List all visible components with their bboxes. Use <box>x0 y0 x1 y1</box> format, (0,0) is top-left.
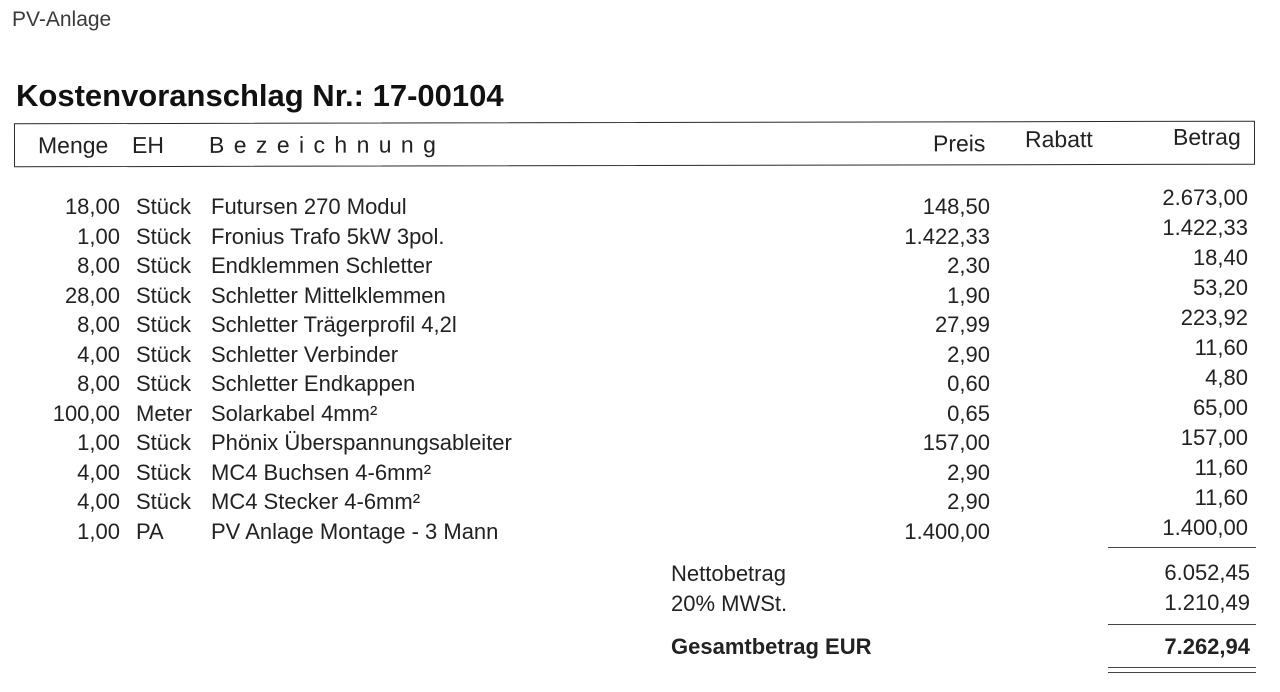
header-discount: Rabatt <box>1024 126 1093 153</box>
item-amount: 53,20 <box>1192 274 1248 300</box>
item-description: Fronius Trafo 5kW 3pol. <box>211 223 445 249</box>
item-price: 2,30 <box>947 253 990 278</box>
header-unit: EH <box>131 131 164 159</box>
line-items <box>0 185 1280 545</box>
header-quantity: Menge <box>37 132 109 159</box>
table-row <box>0 454 1280 487</box>
item-description: Schletter Endkappen <box>211 371 416 396</box>
item-unit: Stück <box>136 371 192 396</box>
item-quantity: 1,00 <box>77 223 120 249</box>
item-price: 2,90 <box>947 341 990 367</box>
item-unit: Stück <box>136 459 192 485</box>
item-unit: Stück <box>136 312 192 337</box>
item-unit: Stück <box>136 489 192 514</box>
item-description: Schletter Verbinder <box>211 341 399 367</box>
table-row <box>0 427 1280 457</box>
item-quantity: 1,00 <box>77 518 120 544</box>
subtotal-divider <box>1108 547 1256 548</box>
item-unit: Stück <box>136 282 192 308</box>
header-description: B e z e i c h n u n g <box>208 131 438 158</box>
net-value: 6.052,45 <box>1164 560 1250 585</box>
total-divider <box>1108 624 1256 625</box>
total-double-rule-bottom <box>1108 672 1256 673</box>
table-header <box>14 121 1255 168</box>
item-price: 1,90 <box>947 282 990 308</box>
item-price: 157,00 <box>922 430 990 455</box>
item-description: Schletter Mittelklemmen <box>211 282 446 308</box>
item-amount: 1.422,33 <box>1162 214 1248 240</box>
item-amount: 1.400,00 <box>1162 514 1248 540</box>
item-unit: Stück <box>136 430 192 455</box>
item-amount: 11,60 <box>1194 334 1248 360</box>
item-price: 2,90 <box>947 489 990 514</box>
gross-value: 7.262,94 <box>1164 634 1250 659</box>
gross-label: Gesamtbetrag EUR <box>671 634 872 659</box>
item-unit: PA <box>136 518 164 544</box>
table-row <box>0 394 1280 428</box>
item-amount: 11,60 <box>1194 454 1248 480</box>
item-description: Schletter Trägerprofil 4,2l <box>211 312 457 337</box>
item-amount: 18,40 <box>1192 245 1248 270</box>
table-row <box>0 486 1280 516</box>
item-amount: 11,60 <box>1194 485 1248 510</box>
item-price: 148,50 <box>922 194 990 219</box>
item-description: PV Anlage Montage - 3 Mann <box>211 518 499 544</box>
item-amount: 223,92 <box>1180 305 1248 330</box>
table-row <box>0 516 1280 546</box>
item-price: 1.422,33 <box>904 223 990 249</box>
vat-label: 20% MWSt. <box>671 591 788 616</box>
item-description: Endklemmen Schletter <box>211 253 433 278</box>
item-quantity: 8,00 <box>77 371 120 396</box>
item-quantity: 4,00 <box>77 489 120 514</box>
document-label: PV-Anlage <box>12 8 112 31</box>
item-price: 0,65 <box>947 400 990 426</box>
item-amount: 2.673,00 <box>1162 185 1248 210</box>
item-quantity: 100,00 <box>52 400 120 426</box>
item-quantity: 4,00 <box>77 341 120 367</box>
total-double-rule-top <box>1108 667 1256 668</box>
item-unit: Meter <box>136 400 193 426</box>
item-description: MC4 Buchsen 4-6mm² <box>211 459 432 485</box>
net-label: Nettobetrag <box>671 561 786 586</box>
vat-value: 1.210,49 <box>1164 590 1250 615</box>
item-quantity: 18,00 <box>64 194 120 219</box>
item-quantity: 8,00 <box>77 253 120 278</box>
item-price: 2,90 <box>947 459 990 485</box>
item-price: 27,99 <box>934 312 990 337</box>
item-description: Solarkabel 4mm² <box>211 400 378 426</box>
item-description: MC4 Stecker 4-6mm² <box>211 489 421 514</box>
header-amount: Betrag <box>1172 123 1241 150</box>
item-description: Futursen 270 Modul <box>211 194 407 219</box>
item-quantity: 1,00 <box>77 430 120 455</box>
item-unit: Stück <box>136 223 192 249</box>
item-amount: 4,80 <box>1205 365 1248 390</box>
header-price: Preis <box>932 130 986 157</box>
table-row <box>0 334 1280 369</box>
item-quantity: 8,00 <box>77 312 120 337</box>
item-quantity: 28,00 <box>64 282 120 308</box>
item-amount: 157,00 <box>1180 425 1248 450</box>
item-unit: Stück <box>136 253 192 278</box>
item-price: 1.400,00 <box>904 518 990 544</box>
item-description: Phönix Überspannungsableiter <box>211 430 512 455</box>
item-unit: Stück <box>136 194 192 219</box>
item-amount: 65,00 <box>1192 394 1248 420</box>
item-quantity: 4,00 <box>77 459 120 485</box>
table-row <box>0 365 1280 398</box>
item-price: 0,60 <box>947 371 990 396</box>
item-unit: Stück <box>136 341 192 367</box>
document-title: Kostenvoranschlag Nr.: 17-00104 <box>16 78 504 113</box>
